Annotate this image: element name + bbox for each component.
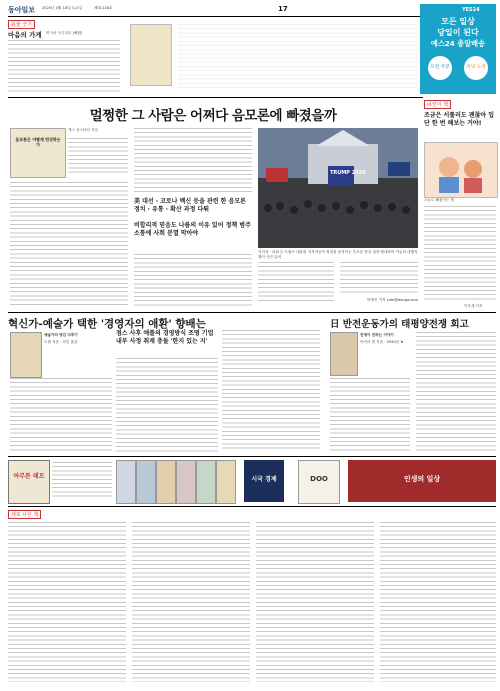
lower-left-body-1 bbox=[10, 378, 112, 452]
childrens-book-box bbox=[424, 100, 496, 310]
main-subhead-1: 美 대선 · 코로나 백신 등을 관련 한 음모론 정치 · 유통 · 확산 과정 다뤄 bbox=[134, 198, 246, 213]
ad-thumb-6 bbox=[216, 460, 236, 504]
main-photo-illustration bbox=[258, 128, 418, 248]
new-books-col2 bbox=[132, 522, 250, 682]
ad-row-text-1 bbox=[52, 462, 112, 500]
ads-top-rule bbox=[8, 456, 496, 457]
new-books-col4 bbox=[380, 522, 496, 682]
main-book-title: 음모론은 어떻게 번성하는가 bbox=[15, 137, 61, 147]
lower-left-book-info: 트립 지음 · 하진 옮김 bbox=[44, 340, 78, 344]
lower-left-body-3 bbox=[222, 330, 320, 452]
main-book-info: 캐스 선스타인 지음 bbox=[68, 128, 99, 132]
ad-line-1: 모든 일상 bbox=[441, 17, 475, 26]
childrens-book-image bbox=[424, 142, 498, 198]
column-tag: 원줄 긋기 bbox=[8, 20, 35, 29]
main-headline: 멀쩡한 그 사람은 어쩌다 음모론에 빠졌을까 bbox=[89, 108, 337, 124]
lower-right-book-cover bbox=[330, 332, 358, 376]
childrens-title: 조금은 서툴러도 괜찮아 입단 한 번 해보는 거야! bbox=[424, 112, 495, 127]
column-book-cover bbox=[130, 24, 172, 86]
section-rule bbox=[8, 97, 423, 98]
photo-flag-text: TRUMP 2020 bbox=[330, 170, 366, 176]
ad-book-4[interactable] bbox=[348, 460, 496, 502]
childrens-body bbox=[424, 206, 496, 302]
lower-right-book-info: 야자마 겐 지음 · 2020년 ★ bbox=[360, 340, 404, 344]
childrens-book-illustration bbox=[425, 143, 497, 197]
lower-right-body-2 bbox=[416, 332, 496, 452]
yes24-ad[interactable] bbox=[420, 4, 496, 94]
page-number: 17 bbox=[278, 5, 288, 13]
lower-right-body-1 bbox=[330, 378, 410, 452]
lower-left-book-cover bbox=[10, 332, 42, 378]
childrens-tag: 어린이 책 bbox=[424, 100, 451, 109]
masthead-rule bbox=[8, 16, 420, 17]
lower-right-headline: 日 반전운동가의 태평양전쟁 회고 bbox=[330, 319, 469, 330]
lower-left-body-2 bbox=[116, 358, 218, 452]
lower-right-book-title: 전쟁이 전하는 이야기 bbox=[360, 333, 394, 337]
ad-thumb-3 bbox=[156, 460, 176, 504]
new-books-col3 bbox=[256, 522, 374, 682]
issue-number: 제31116호 bbox=[94, 6, 113, 10]
lower-left-headline: 혁신가-예술가 택한 '경영자의 애환' 향배는 bbox=[8, 318, 206, 330]
main-byline: 박정인 기자 cafe@donga.com bbox=[367, 298, 418, 302]
main-body-col1 bbox=[10, 182, 128, 306]
column-byline: 미시마 구니히로 (해변) bbox=[46, 31, 83, 35]
ad-badge-morning: 오전 주문 bbox=[428, 56, 452, 80]
ad-book-4-title: 인생의 일상 bbox=[403, 475, 441, 483]
issue-date: 2020년 4월 18일 토요일 bbox=[42, 6, 83, 10]
main-body-col5 bbox=[340, 262, 418, 294]
main-body-col2 bbox=[134, 128, 252, 194]
ad-book-3-title: DOO bbox=[310, 475, 328, 483]
paper-name: 동아일보 bbox=[8, 5, 36, 14]
ad-book-3[interactable] bbox=[298, 460, 340, 504]
main-subhead-2: 비합리적 믿음도 나름의 이유 있어 정책 범주 소통에 사회 분열 막아야 bbox=[134, 222, 251, 237]
new-books-rule bbox=[8, 506, 496, 507]
ad-book-2[interactable] bbox=[244, 460, 284, 502]
childrens-byline: 이호재 기자 bbox=[464, 304, 483, 308]
main-book-cover bbox=[10, 128, 66, 178]
main-photo bbox=[258, 128, 418, 248]
column-title: 마음의 가게 bbox=[8, 31, 42, 39]
main-book-info-lines bbox=[68, 138, 128, 176]
ad-thumb-5 bbox=[196, 460, 216, 504]
ads-row bbox=[8, 460, 496, 502]
new-books-tag: 새로 나온 책 bbox=[8, 510, 41, 519]
childrens-book-caption: 오늘도 해집이는 힘 bbox=[424, 198, 455, 202]
main-body-col4 bbox=[258, 262, 334, 302]
column-body bbox=[8, 40, 120, 92]
column-blank bbox=[178, 24, 418, 90]
column-box bbox=[8, 20, 418, 94]
main-body-col3 bbox=[134, 254, 252, 306]
ad-book-1[interactable] bbox=[8, 460, 50, 504]
ad-thumb-4 bbox=[176, 460, 196, 504]
lower-left-pull-quote: 점스 사후 애플의 경영방식 조명 기업 내부 사정 취재 충돌 '한지 있는 지' bbox=[116, 330, 214, 345]
lower-section-rule bbox=[8, 312, 496, 313]
ad-brand: YES24 bbox=[462, 7, 480, 13]
ad-book-1-title: 아무튼 데모 bbox=[13, 473, 45, 480]
ad-badge-evening: 저녁 도착 bbox=[464, 56, 488, 80]
ad-line-2: 당일이 된다 bbox=[437, 28, 479, 37]
ad-thumb-1 bbox=[116, 460, 136, 504]
lower-left-book-title: 예술가의 영감 다루기 bbox=[44, 333, 78, 337]
ad-book-2-title: 시국 경제 bbox=[251, 476, 277, 483]
main-photo-caption: 지지자 · 의회 등 트럼프 대통령 지지자들이 정치를 움직이는 음모론 중심 성장 확대하여 이들의 대행적 행사 사진 유의 bbox=[258, 250, 418, 260]
new-books-col1 bbox=[8, 522, 126, 682]
ad-line-3: 예스24 총알배송 bbox=[430, 39, 486, 48]
ad-thumb-2 bbox=[136, 460, 156, 504]
